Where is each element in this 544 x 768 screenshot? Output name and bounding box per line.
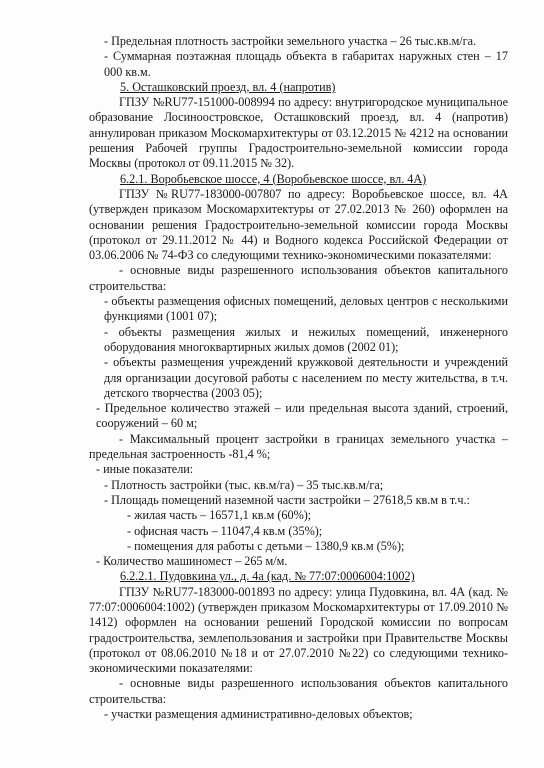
bullet-children-rooms: - помещения для работы с детьми – 1380,9 кв.м (5%);: [127, 538, 405, 553]
bullet-main-uses-2: - основные виды разрешенного использования объектов капитального строительства:: [89, 676, 508, 706]
bullet-max-floors: - Предельное количество этажей – или предельная высота зданий, строений, сооружений – 60 м;: [96, 401, 508, 431]
bullet-ground-area: - Площадь помещений наземной части застройки – 27618,5 кв.м в т.ч.:: [104, 492, 470, 507]
bullet-office-objects: - объекты размещения офисных помещений, деловых центров с несколькими функциями (1001 07);: [104, 294, 508, 324]
paragraph-gpzu-183000-001893: ГПЗУ №RU77-183000-001893 по адресу: улица Пудовкина, вл. 4А (кад. № 77:07:0006004:1002) (утвержден приказом Москомархитектуры от 17.09.2010 № 1412) оформлен на основании решений Городской комиссии по вопросам градостроительства, землепользования и застройки при Правительстве Москвы (протокол от 08.06.2010 №18 и от 27.07.2010 №22) со следующими технико-экономическими показателями:: [89, 584, 508, 676]
bullet-admin-objects: - участки размещения административно-деловых объектов;: [104, 707, 413, 722]
bullet-main-uses: - основные виды разрешенного использования объектов капитального строительства:: [89, 263, 508, 293]
paragraph-gpzu-183000-007807: ГПЗУ №RU77-183000-007807 по адресу: Воробьевское шоссе, вл. 4А (утвержден приказом Москомархитектуры от 27.02.2013 № 260) оформлен на основании решения Градостроительно-земельной комиссии города Москвы (протокол от 29.11.2012 № 44) и Водного кодекса Российской Федерации от 03.06.2006 № 74-ФЗ со следующими технико-экономическими показателями:: [89, 186, 508, 263]
section-heading-6-2-2-1: 6.2.2.1. Пудовкина ул., д. 4а (кад. № 77:07:0006004:1002): [120, 569, 415, 584]
section-heading-5: 5. Осташковский проезд, вл. 4 (напротив): [120, 79, 336, 94]
paragraph-gpzu-151000: ГПЗУ №RU77-151000-008994 по адресу: внутригородское муниципальное образование Лосиноостровское, Осташковский проезд, вл. 4 (напротив) аннулирован приказом Москомархитектуры от 03.12.2015 № 4212 на основании решения Рабочей группы Градостроительно-земельной комиссии города Москвы (протокол от 09.11.2015 № 32).: [89, 95, 508, 171]
bullet-office-part: - офисная часть – 11047,4 кв.м (35%);: [127, 523, 323, 538]
bullet-parking: - Количество машиномест – 265 м/м.: [96, 554, 288, 569]
bullet-leisure-objects: - объекты размещения учреждений кружковой деятельности и учреждений для организации досуговой работы с населением по месту жительства, в т.ч. детского творчества (2003 05);: [104, 355, 508, 400]
document-body: [0, 34, 544, 722]
bullet-density: - Предельная плотность застройки земельного участка – 26 тыс.кв.м/га.: [104, 34, 477, 48]
bullet-build-density: - Плотность застройки (тыс. кв.м/га) – 35 тыс.кв.м/га;: [104, 477, 384, 492]
bullet-max-coverage: - Максимальный процент застройки в границах земельного участка – предельная застроенность -81,4 %;: [89, 431, 508, 462]
bullet-floor-area: - Суммарная поэтажная площадь объекта в габаритах наружных стен – 17 000 кв.м.: [104, 49, 508, 79]
bullet-other-indicators: - иные показатели:: [96, 462, 194, 477]
bullet-residential-part: - жилая часть – 16571,1 кв.м (60%);: [127, 508, 312, 523]
section-heading-6-2-1: 6.2.1. Воробьевское шоссе, 4 (Воробьевское шоссе, вл. 4А): [120, 171, 427, 186]
bullet-residential-objects: - объекты размещения жилых и нежилых помещений, инженерного оборудования многоквартирных жилых домов (2002 01);: [104, 324, 508, 354]
